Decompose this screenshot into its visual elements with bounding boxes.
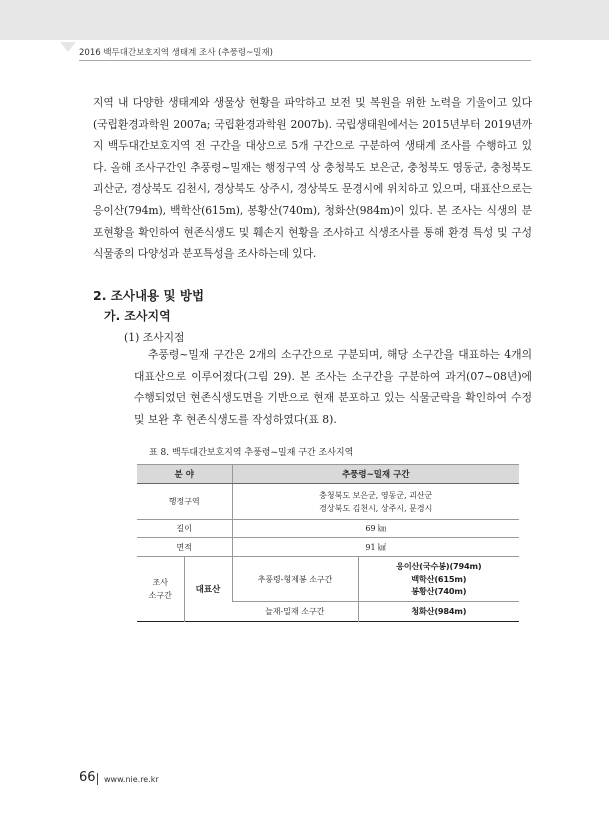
running-header: 2016 백두대간보호지역 생태계 조사 (추풍령~밀재)	[79, 48, 273, 58]
footer-url: www.nie.re.kr	[104, 775, 159, 784]
representative-mountain-label: 대표산	[184, 557, 232, 622]
footer-separator	[97, 773, 98, 785]
admin-line-1: 충청북도 보은군, 영동군, 괴산군	[319, 490, 433, 500]
mountain-item: 응이산(국수봉)(794m)	[396, 561, 482, 572]
length-value: 69 ㎞	[232, 520, 519, 538]
mountain-item: 봉황산(740m)	[411, 586, 467, 597]
subsection-heading: 가. 조사지역	[104, 309, 171, 323]
survey-label	[137, 557, 184, 622]
length-label: 길이	[137, 520, 232, 538]
mountain-item: 청화산(984m)	[411, 606, 467, 617]
admin-line-2: 경상북도 김천시, 상주시, 문경시	[319, 503, 433, 513]
area-label: 면적	[137, 538, 232, 557]
header-marker	[60, 42, 76, 52]
subsection-1-mountains	[358, 557, 519, 602]
survey-label-line-1: 조사	[152, 578, 168, 587]
table-row	[137, 520, 519, 538]
table-header-row	[137, 465, 519, 484]
subsection-2-name: 늘재-밀재 소구간	[232, 602, 358, 622]
header-field: 분 야	[137, 465, 232, 484]
header-band	[0, 0, 609, 40]
subsection-1-name: 추풍령-형제봉 소구간	[232, 557, 358, 602]
admin-label: 행정구역	[137, 484, 232, 520]
table-row	[137, 538, 519, 557]
intro-paragraph: 지역 내 다양한 생태계와 생물상 현황을 파악하고 보전 및 복원을 위한 노력을 기울이고 있다(국립환경과학원 2007a; 국립환경과학원 2007b). 국립생태원에서는 2015년부터 2019년까지 백두대간보호지역 전 구간을 대상으로 5개 구간으로 구분하여 생태계 조사를 수행하고 있다. 올해 조사구간인 추풍령~밀재는 행정구역 상 충청북도 보은군, 충청북도 영동군, 충청북도 괴산군, 경상북도 김천시, 경상북도 상주시, 경상북도 문경시에 위치하고 있으며, 대표산으로는 응이산(794m), 백학산(615m), 봉황산(740m), 청화산(984m)이 있다. 본 조사는 식생의 분포현황을 확인하여 현존식생도 및 훼손지 현황을 조사하고 식생조사를 통해 환경 특성 및 구성 식물종의 다양성과 분포특성을 조사하는데 있다.	[93, 96, 532, 261]
section-heading: 2. 조사내용 및 방법	[93, 288, 205, 303]
admin-value	[232, 484, 519, 520]
survey-label-line-2: 소구간	[148, 591, 172, 600]
table-row	[137, 484, 519, 520]
subsection-2-mountains	[358, 602, 519, 622]
survey-paragraph: 추풍령~밀재 구간은 2개의 소구간으로 구분되며, 해당 소구간을 대표하는 4개의 대표산으로 이루어졌다(그림 29). 본 조사는 소구간을 구분하여 과거(07~08년)에 수행되었던 현존식생도면을 기반으로 현재 분포하고 있는 식물군락을 확인하여 수정 및 보완 후 현존식생도를 작성하였다(표 8).	[134, 348, 532, 426]
table-caption: 표 8. 백두대간보호지역 추풍령~밀재 구간 조사지역	[149, 448, 354, 458]
mountain-item: 백학산(615m)	[411, 573, 467, 584]
header-divider	[79, 60, 531, 61]
header-value: 추풍령~밀재 구간	[232, 465, 519, 484]
area-value: 91 ㎢	[232, 538, 519, 557]
subsubsection-heading: (1) 조사지점	[124, 331, 185, 344]
table-row	[137, 557, 519, 602]
page-number: 66	[79, 770, 96, 785]
survey-area-table	[137, 464, 519, 622]
